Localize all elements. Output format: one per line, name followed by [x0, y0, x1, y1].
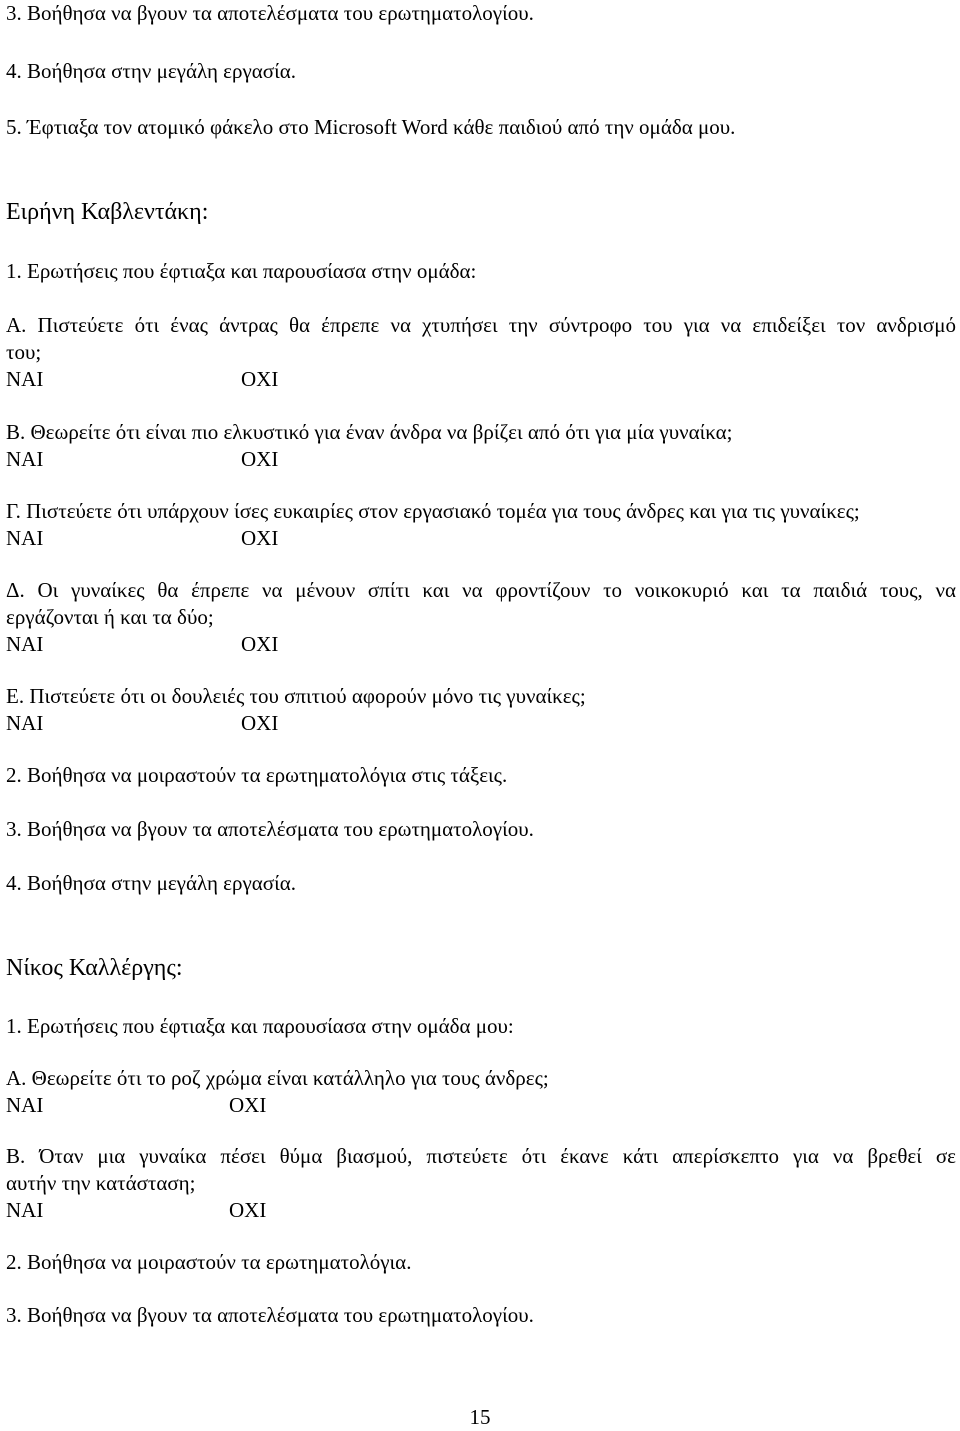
- question-a-line1: Α. Πιστεύετε ότι ένας άντρας θα έπρεπε να χτυπήσει την σύντροφο του για να επιδείξει τον ανδρισμό: [6, 313, 956, 337]
- section-heading-nikos: Νίκος Καλλέργης:: [6, 955, 183, 981]
- answer-yes: ΝΑΙ: [6, 526, 44, 550]
- answer-no: ΟΧΙ: [229, 1093, 267, 1117]
- list-item-eirini-3: 3. Βοήθησα να βγουν τα αποτελέσματα του ερωτηματολογίου.: [6, 817, 534, 841]
- answer-no: ΟΧΙ: [241, 447, 279, 471]
- list-item-top-5: 5. Έφτιαξα τον ατομικό φάκελο στο Microsoft Word κάθε παιδιού από την ομάδα μου.: [6, 115, 736, 139]
- answer-yes: ΝΑΙ: [6, 632, 44, 656]
- list-item-eirini-2: 2. Βοήθησα να μοιραστούν τα ερωτηματολόγια στις τάξεις.: [6, 763, 508, 787]
- answer-yes: ΝΑΙ: [6, 1198, 44, 1222]
- answer-no: ΟΧΙ: [241, 632, 279, 656]
- list-item-eirini-4: 4. Βοήθησα στην μεγάλη εργασία.: [6, 871, 296, 895]
- question-c: Γ. Πιστεύετε ότι υπάρχουν ίσες ευκαιρίες στον εργασιακό τομέα για τους άνδρες και για τις γυναίκες;: [6, 499, 860, 523]
- list-item-eirini-1: 1. Ερωτήσεις που έφτιαξα και παρουσίασα στην ομάδα:: [6, 259, 477, 283]
- question-a-line2: του;: [6, 340, 42, 364]
- answer-yes: ΝΑΙ: [6, 711, 44, 735]
- answer-yes: ΝΑΙ: [6, 367, 44, 391]
- question-b-line2: αυτήν την κατάσταση;: [6, 1171, 196, 1195]
- answer-no: ΟΧΙ: [241, 367, 279, 391]
- question-e: Ε. Πιστεύετε ότι οι δουλειές του σπιτιού αφορούν μόνο τις γυναίκες;: [6, 684, 586, 708]
- answer-no: ΟΧΙ: [229, 1198, 267, 1222]
- answer-yes: ΝΑΙ: [6, 447, 44, 471]
- question-d-line1: Δ. Οι γυναίκες θα έπρεπε να μένουν σπίτι και να φροντίζουν το νοικοκυριό και τα παιδιά τους, να: [6, 578, 956, 602]
- list-item-nikos-1: 1. Ερωτήσεις που έφτιαξα και παρουσίασα στην ομάδα μου:: [6, 1014, 514, 1038]
- list-item-nikos-2: 2. Βοήθησα να μοιραστούν τα ερωτηματολόγια.: [6, 1250, 412, 1274]
- list-item-top-3: 3. Βοήθησα να βγουν τα αποτελέσματα του ερωτηματολογίου.: [6, 1, 534, 25]
- page-number: 15: [469, 1405, 491, 1429]
- question-d-line2: εργάζονται ή και τα δύο;: [6, 605, 214, 629]
- section-heading-eirini: Ειρήνη Καβλεντάκη:: [6, 199, 209, 225]
- list-item-top-4: 4. Βοήθησα στην μεγάλη εργασία.: [6, 59, 296, 83]
- question-a: Α. Θεωρείτε ότι το ροζ χρώμα είναι κατάλληλο για τους άνδρες;: [6, 1066, 549, 1090]
- answer-no: ΟΧΙ: [241, 526, 279, 550]
- question-b: Β. Θεωρείτε ότι είναι πιο ελκυστικό για έναν άνδρα να βρίζει από ότι για μία γυναίκα;: [6, 420, 733, 444]
- list-item-nikos-3: 3. Βοήθησα να βγουν τα αποτελέσματα του ερωτηματολογίου.: [6, 1303, 534, 1327]
- question-b-line1: Β. Όταν μια γυναίκα πέσει θύμα βιασμού, πιστεύετε ότι έκανε κάτι απερίσκεπτο για να βρεθεί σε: [6, 1144, 956, 1168]
- answer-yes: ΝΑΙ: [6, 1093, 44, 1117]
- answer-no: ΟΧΙ: [241, 711, 279, 735]
